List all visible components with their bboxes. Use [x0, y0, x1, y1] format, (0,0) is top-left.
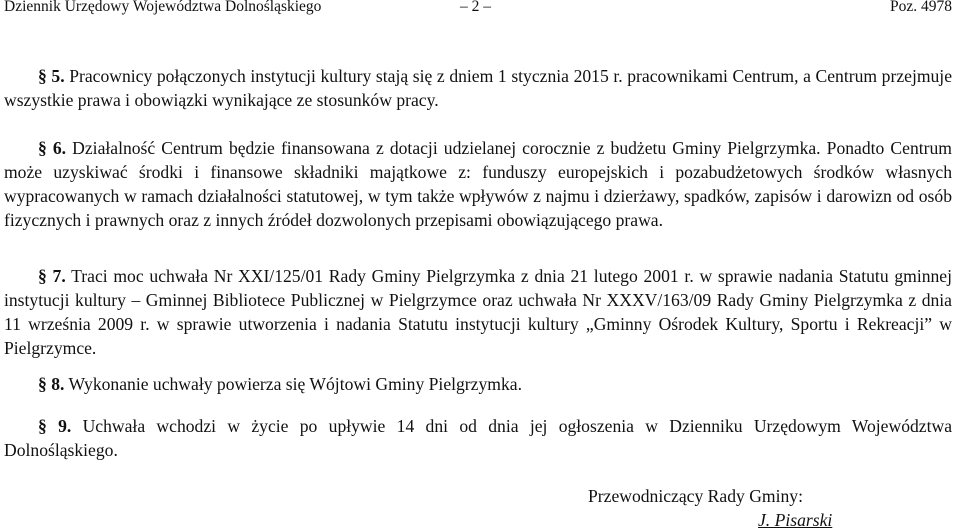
section-marker: § 8. [38, 374, 65, 394]
position-number: Poz. 4978 [890, 0, 952, 15]
signature-name: J. Pisarski [758, 510, 833, 530]
paragraph-section-5 [4, 64, 952, 112]
section-text: Traci moc uchwała Nr XXI/125/01 Rady Gminy Pielgrzymka z dnia 21 lutego 2001 r. w sprawie nadania Statutu gminnej instytucji kultury – Gminnej Bibliotece Publicznej w Pielgrzymce oraz uchwała Nr XXXV/163/09 Rady Gminy Pielgrzymka z dnia 11 września 2009 r. w sprawie utworzenia i nadania Statutu instytucji kultury „Gminny Ośrodek Kultury, Sportu i Rekreacji” w Pielgrzymce. [4, 266, 953, 358]
section-marker: § 5. [38, 66, 65, 86]
section-marker: § 6. [38, 138, 67, 158]
signature-title: Przewodniczący Rady Gminy: [588, 486, 803, 506]
page-number-marker: – 2 – [460, 0, 491, 15]
paragraph-section-7 [4, 264, 952, 360]
section-text: Działalność Centrum będzie finansowana z dotacji udzielanej corocznie z budżetu Gminy Pielgrzymka. Ponadto Centrum może uzyskiwać środki i finansowe składniki majątkowe z: funduszy europejskich i pozabudżetowych środków własnych wypracowanych w ramach działalności statutowej, w tym także wpływów z najmu i dzierżawy, spadków, zapisów i darowizn od osób fizycznych i prawnych oraz z innych źródeł dozwolonych przepisami obowiązującego prawa. [4, 138, 952, 230]
section-marker: § 9. [38, 416, 72, 436]
paragraph-section-9 [4, 414, 952, 462]
paragraph-section-8 [4, 372, 952, 396]
section-marker: § 7. [38, 266, 66, 286]
section-text: Pracownicy połączonych instytucji kultury stają się z dniem 1 stycznia 2015 r. pracownikami Centrum, a Centrum przejmuje wszystkie prawa i obowiązki wynikające ze stosunków pracy. [4, 66, 953, 110]
paragraph-section-6 [4, 136, 952, 232]
section-text: Uchwała wchodzi w życie po upływie 14 dni od dnia jej ogłoszenia w Dzienniku Urzędowym Województwa Dolnośląskiego. [4, 416, 952, 460]
journal-title: Dziennik Urzędowy Województwa Dolnośląskiego [4, 0, 322, 15]
page-header [4, 0, 956, 16]
section-text: Wykonanie uchwały powierza się Wójtowi Gminy Pielgrzymka. [64, 374, 522, 394]
